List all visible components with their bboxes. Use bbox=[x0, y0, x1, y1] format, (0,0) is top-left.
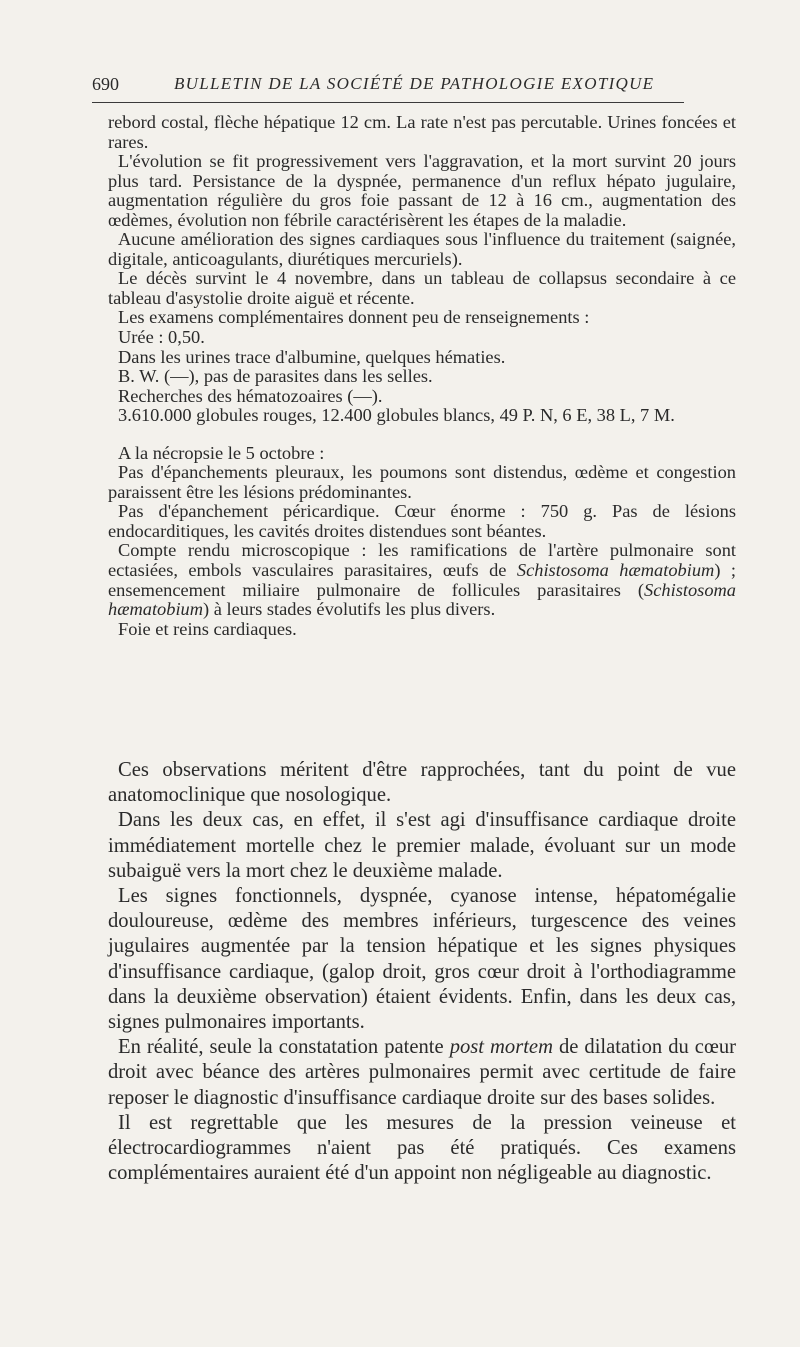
page-header bbox=[92, 72, 684, 103]
paragraph bbox=[108, 541, 736, 619]
paragraph: Les examens complémentaires donnent peu de renseignements : bbox=[118, 307, 590, 328]
paragraph: Dans les deux cas, en effet, il s'est agi d'insuffisance cardiaque droite immédiatement mortelle chez le premier malade, évoluant sur un mode subaiguë vers la mort chez le deuxième malade. bbox=[108, 809, 736, 882]
text-run: Compte rendu microscopique : les ramifications de l'artère pulmonaire sont ectasiées, embols vasculaires parasitaires, œufs de bbox=[108, 540, 736, 581]
text-run: de dilatation du cœur droit avec béance des artères pulmonaires permit avec certitude de faire reposer le diagnostic d'insuffisance cardiaque droite sur des bases solides. bbox=[108, 1036, 736, 1109]
lab-result: 3.610.000 globules rouges, 12.400 globules blancs, 49 P. N, 6 E, 38 L, 7 M. bbox=[118, 405, 675, 426]
page-number: 690 bbox=[92, 74, 119, 94]
paragraph: Foie et reins cardiaques. bbox=[118, 618, 297, 639]
necropsy-heading: A la nécropsie le 5 octobre : bbox=[118, 442, 325, 463]
lab-result: Recherches des hématozoaires (—). bbox=[118, 385, 383, 406]
discussion-section bbox=[108, 758, 736, 1186]
running-title: BULLETIN DE LA SOCIÉTÉ DE PATHOLOGIE EXOTIQUE bbox=[174, 74, 655, 93]
paragraph: Le décès survint le 4 novembre, dans un tableau de collapsus secondaire à ce tableau d'asystolie droite aiguë et récente. bbox=[108, 268, 736, 308]
lab-result: Urée : 0,50. bbox=[118, 327, 205, 348]
paragraph: Pas d'épanchements pleuraux, les poumons sont distendus, œdème et congestion paraissent être les lésions prédominantes. bbox=[108, 462, 736, 502]
paragraph: Ces observations méritent d'être rapprochées, tant du point de vue anatomoclinique que nosologique. bbox=[108, 759, 736, 807]
paragraph bbox=[108, 1035, 736, 1111]
paragraph: Les signes fonctionnels, dyspnée, cyanose intense, hépatomégalie douloureuse, œdème des membres inférieurs, turgescence des veines jugulaires augmentée par la tension hépatique et les signes physiques d'insuffisance cardiaque, (galop droit, gros cœur droit à l'orthodiagramme dans la deuxième observation) étaient évidents. Enfin, dans les deux cas, signes pulmonaires importants. bbox=[108, 885, 736, 1034]
paragraph: Aucune amélioration des signes cardiaques sous l'influence du traitement (saignée, digitale, anticoagulants, diurétiques mercuriels). bbox=[108, 229, 736, 269]
lab-result: Dans les urines trace d'albumine, quelques hématies. bbox=[118, 346, 506, 367]
paragraph: Pas d'épanchement péricardique. Cœur énorme : 750 g. Pas de lésions endocarditiques, les cavités droites distendues sont béantes. bbox=[108, 501, 736, 541]
text-run: En réalité, seule la constatation patente bbox=[118, 1036, 450, 1059]
species-name: Schistosoma hæmatobium bbox=[516, 560, 715, 581]
text-run: ) ; ensemencement miliaire pulmonaire de follicules parasitaires ( bbox=[108, 560, 736, 600]
paragraph: rebord costal, flèche hépatique 12 cm. La rate n'est pas percutable. Urines foncées et rares. bbox=[108, 112, 736, 152]
case-report-section bbox=[108, 113, 736, 639]
paragraph: L'évolution se fit progressivement vers l'aggravation, et la mort survint 20 jours plus tard. Persistance de la dyspnée, permanence d'un reflux hépato jugulaire, augmentation régulière du gros foie passant de 12 à 16 cm., augmentation des œdèmes, évolution non fébrile caractérisèrent les étapes de la maladie. bbox=[108, 151, 736, 230]
text-run: ) à leurs stades évolutifs les plus divers. bbox=[203, 599, 496, 620]
paragraph: Il est regrettable que les mesures de la pression veineuse et électrocardiogrammes n'aient pas été pratiqués. Ces examens complémentaires auraient été d'un appoint non négligeable au diagnostic. bbox=[108, 1111, 736, 1185]
species-name: Schistosoma hæmatobium bbox=[108, 579, 736, 620]
latin-phrase: post mortem bbox=[449, 1036, 553, 1059]
lab-result: B. W. (—), pas de parasites dans les selles. bbox=[118, 366, 433, 387]
